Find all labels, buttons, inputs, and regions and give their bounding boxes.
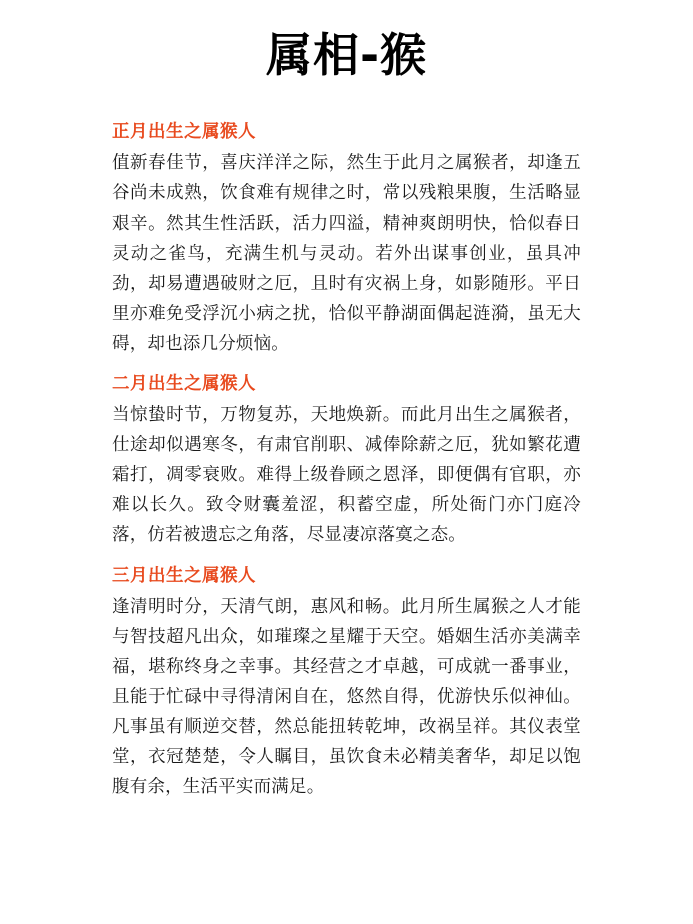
section-body: 逢清明时分，天清气朗，惠风和畅。此月所生属猴之人才能与智技超凡出众，如璀璨之星耀于天空。婚姻生活亦美满幸福，堪称终身之幸事。其经营之才卓越，可成就一番事业，且能于忙碌中寻得清闲自在，悠然自得，优游快乐似神仙。凡事虽有顺逆交替，然总能扭转乾坤，改祸呈祥。其仪表堂堂，衣冠楚楚，令人瞩目，虽饮食未必精美奢华，却足以饱腹有余，生活平实而满足。: [112, 596, 581, 798]
section-month-1: [112, 119, 581, 359]
section-heading: 二月出生之属猴人: [112, 373, 256, 394]
document-content: [0, 119, 693, 802]
page-title: 属相-猴: [265, 28, 428, 82]
section-body: 值新春佳节，喜庆洋洋之际，然生于此月之属猴者，却逢五谷尚未成熟，饮食难有规律之时，常以残粮果腹，生活略显艰辛。然其生性活跃，活力四溢，精神爽朗明快，恰似春日灵动之雀鸟，充满生机与灵动。若外出谋事创业，虽具冲劲，却易遭遇破财之厄，且时有灾祸上身，如影随形。平日里亦难免受浮沉小病之扰，恰似平静湖面偶起涟漪，虽无大碍，却也添几分烦恼。: [112, 153, 581, 354]
section-heading: 正月出生之属猴人: [112, 122, 256, 143]
section-heading: 三月出生之属猴人: [112, 565, 256, 586]
document-page: [0, 28, 693, 924]
section-month-2: [112, 371, 581, 551]
section-month-3: [112, 563, 581, 803]
section-body: 当惊蛰时节，万物复苏，天地焕新。而此月出生之属猴者，仕途却似遇寒冬，有肃官削职、减俸除薪之厄，犹如繁花遭霜打，凋零衰败。难得上级眷顾之恩泽，即便偶有官职，亦难以长久。致令财囊羞涩，积蓄空虚，所处衙门亦门庭冷落，仿若被遗忘之角落，尽显凄凉落寞之态。: [112, 405, 581, 546]
